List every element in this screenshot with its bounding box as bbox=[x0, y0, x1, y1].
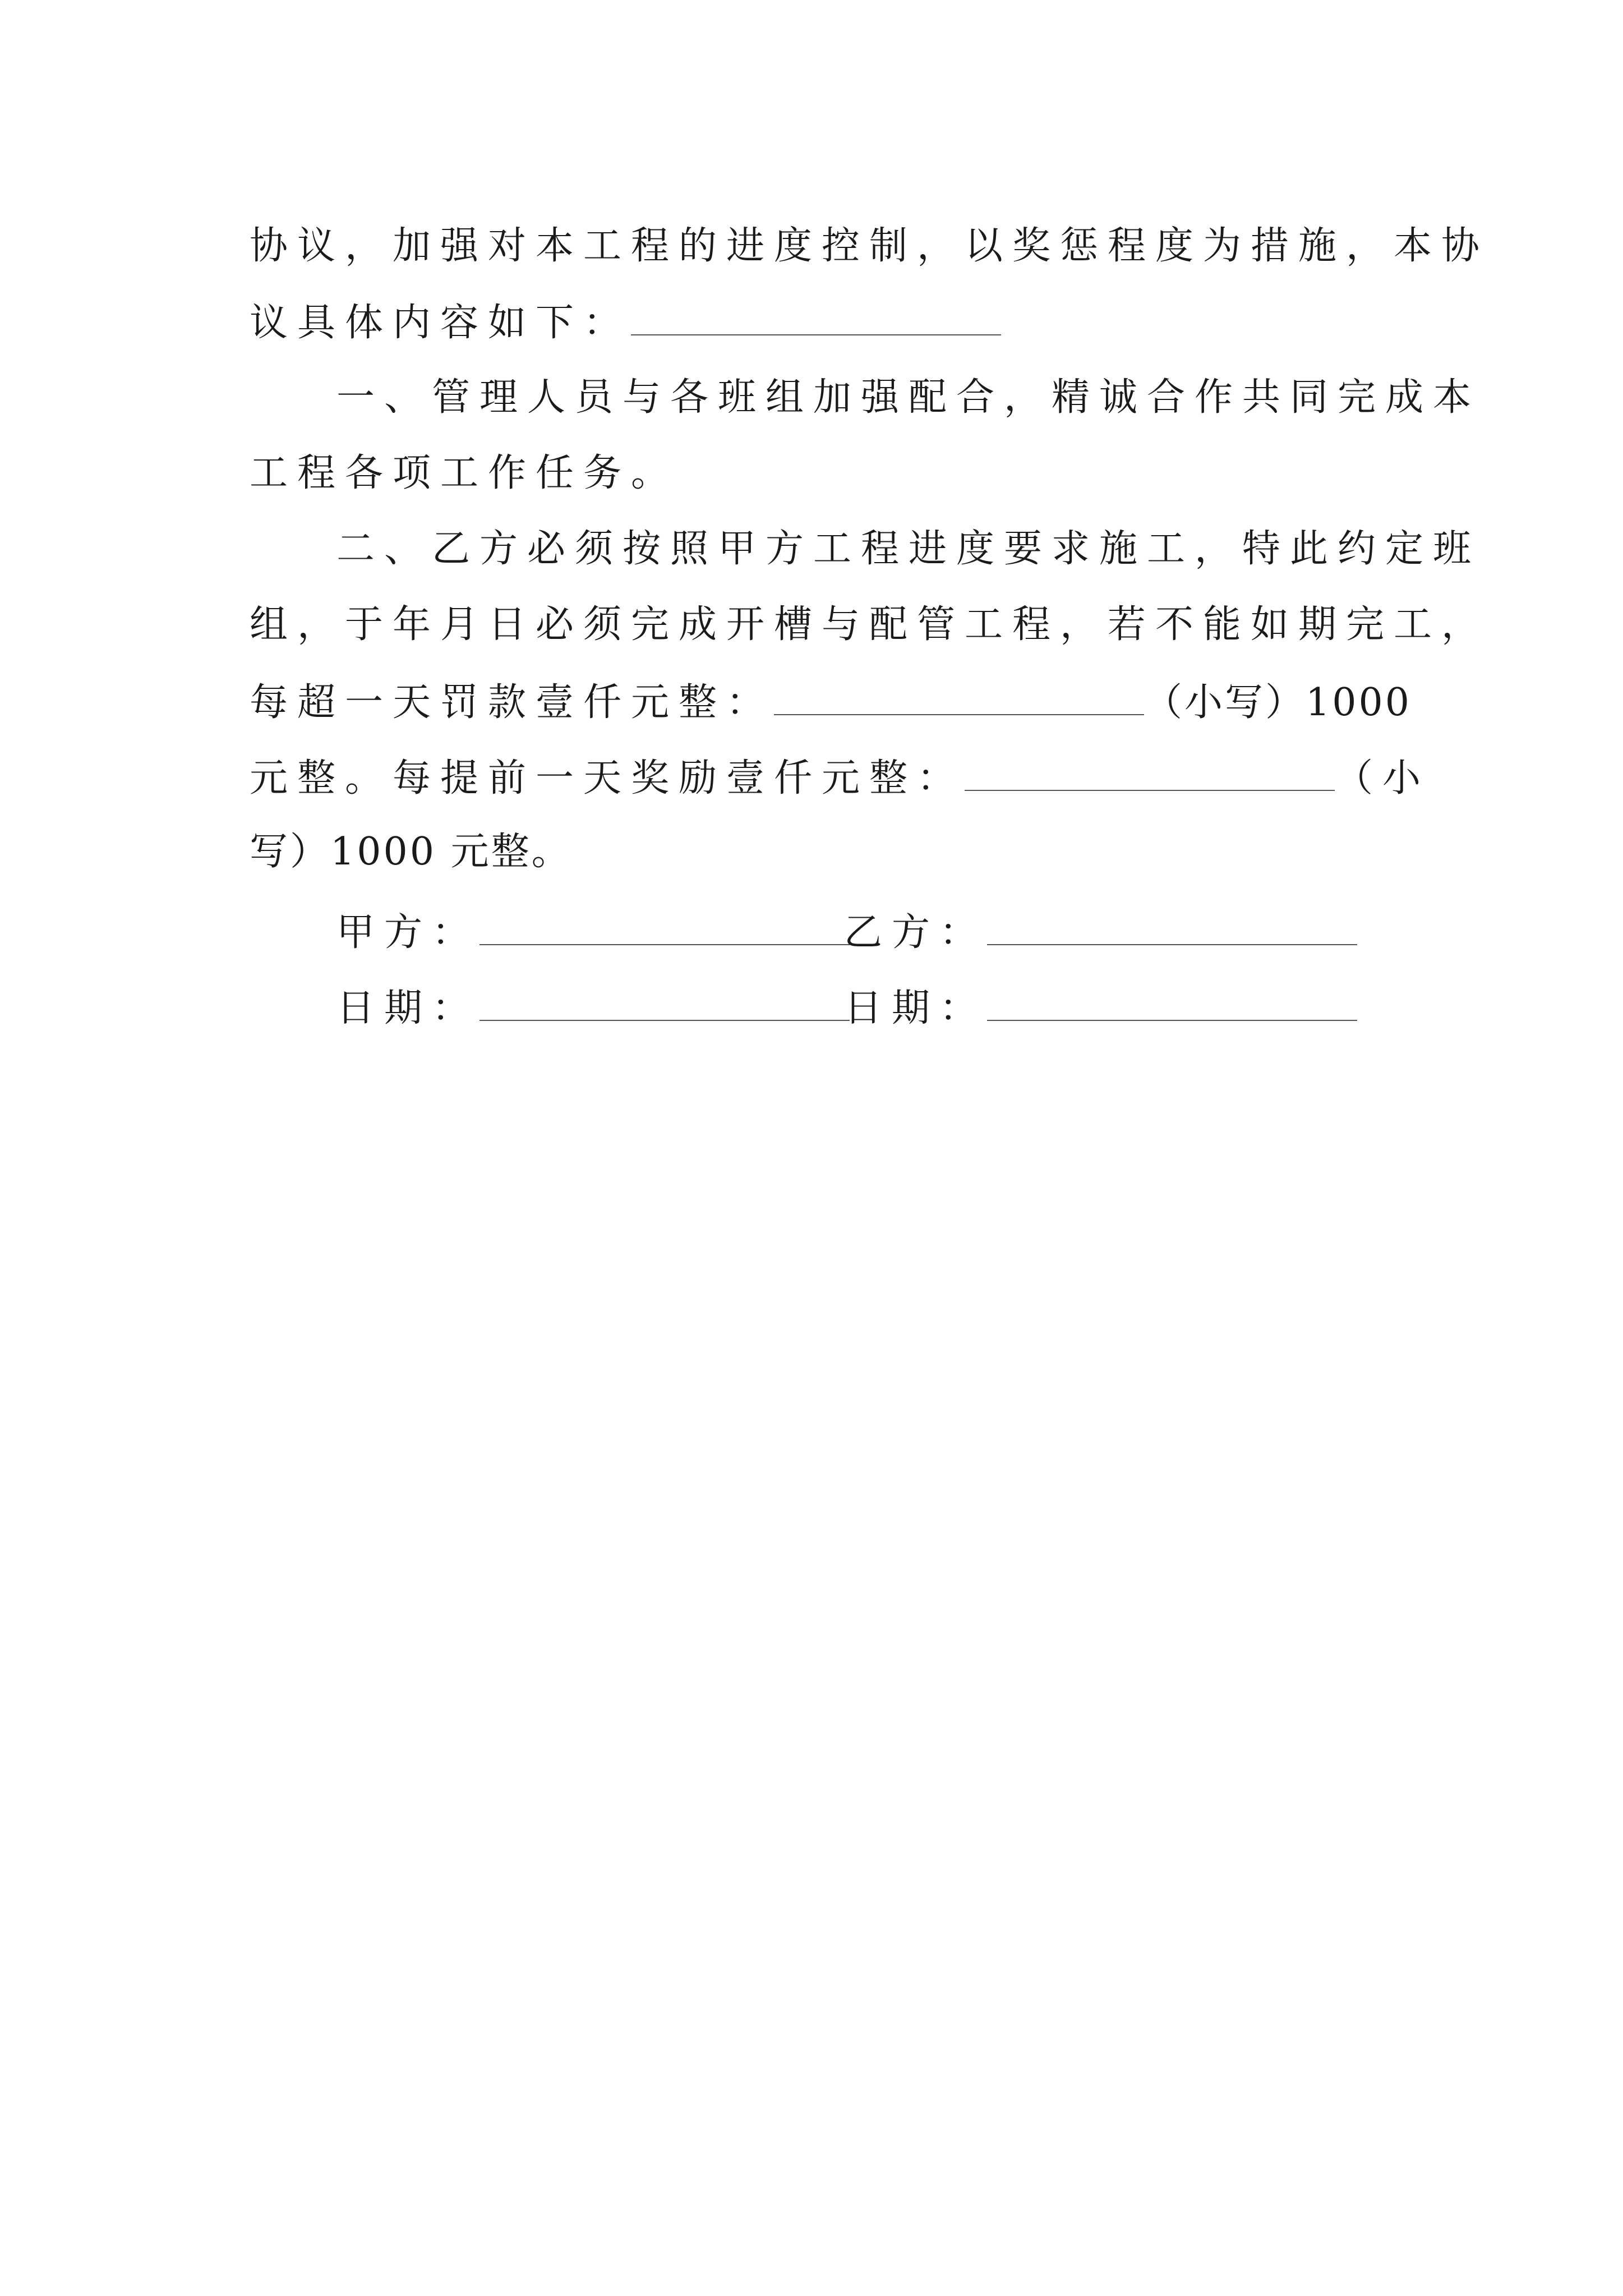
date-a-row bbox=[336, 987, 850, 1028]
clause-one-text-2: 工程各项工作任务。 bbox=[250, 451, 679, 495]
date-b-label: 日期： bbox=[844, 986, 988, 1030]
party-a-blank[interactable] bbox=[479, 912, 850, 945]
paragraph-intro-line-1 bbox=[250, 224, 1490, 268]
intro-text-2: 议具体内容如下： bbox=[250, 301, 631, 345]
clause-two-text-1: 二、乙方必须按照甲方工程进度要求施工，特此约定班 bbox=[336, 527, 1481, 571]
date-a-label: 日期： bbox=[336, 986, 480, 1030]
party-a-row bbox=[336, 910, 850, 955]
clause-two-line-5 bbox=[250, 830, 572, 874]
party-a-label: 甲方： bbox=[336, 910, 480, 955]
clause-one-line-1 bbox=[336, 375, 1481, 420]
party-b-label: 乙方： bbox=[844, 910, 988, 955]
clause-two-line-2 bbox=[250, 602, 1490, 647]
content-blank-line[interactable] bbox=[631, 302, 1001, 335]
clause-two-line-4 bbox=[250, 757, 1430, 798]
clause-one-line-2 bbox=[250, 451, 679, 495]
penalty-text: 每超一天罚款壹仟元整： bbox=[250, 680, 774, 725]
date-b-blank[interactable] bbox=[987, 987, 1357, 1021]
penalty-lowercase-text: （小写）1000 bbox=[1144, 680, 1412, 725]
date-b-row bbox=[844, 987, 1357, 1028]
clause-two-line-3 bbox=[250, 680, 1412, 725]
intro-text-1: 协议，加强对本工程的进度控制，以奖惩程度为措施，本协 bbox=[250, 224, 1490, 268]
clause-one-text-1: 一、管理人员与各班组加强配合，精诚合作共同完成本 bbox=[336, 375, 1481, 420]
clause-two-line-1 bbox=[336, 527, 1481, 571]
penalty-amount-blank[interactable] bbox=[774, 682, 1144, 715]
clause-two-text-2: 组，于年月日必须完成开槽与配管工程，若不能如期完工， bbox=[250, 602, 1490, 647]
party-b-row bbox=[844, 910, 1357, 955]
paragraph-intro-line-2 bbox=[250, 301, 1001, 345]
reward-lowercase-text: （小 bbox=[1335, 756, 1431, 800]
reward-amount-blank[interactable] bbox=[965, 757, 1335, 791]
reward-lowercase-cont: 写）1000 元整。 bbox=[250, 830, 572, 874]
reward-text: 元整。每提前一天奖励壹仟元整： bbox=[250, 756, 965, 800]
party-b-blank[interactable] bbox=[987, 912, 1357, 945]
date-a-blank[interactable] bbox=[479, 987, 850, 1021]
